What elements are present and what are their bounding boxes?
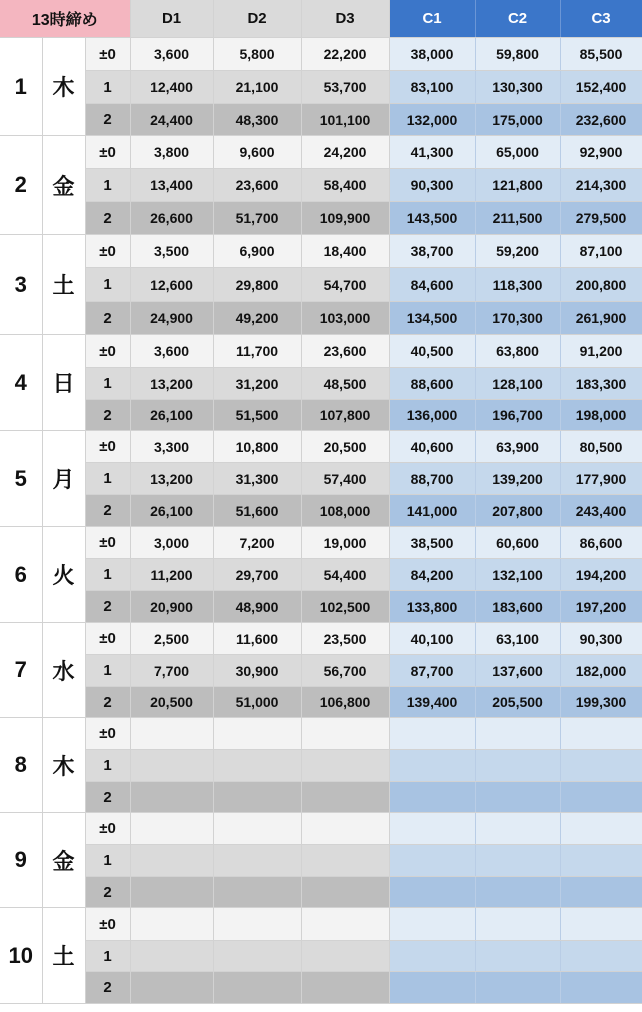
value-cell: 59,200 xyxy=(475,235,560,268)
value-cell: 84,600 xyxy=(389,268,475,302)
value-cell: 132,000 xyxy=(389,104,475,136)
value-cell: 243,400 xyxy=(560,495,642,527)
weekday: 水 xyxy=(42,623,85,718)
level-label: 2 xyxy=(85,400,130,431)
value-cell: 92,900 xyxy=(560,136,642,169)
table-row xyxy=(0,908,642,941)
value-cell xyxy=(475,972,560,1004)
table-row xyxy=(0,559,642,591)
value-cell: 107,800 xyxy=(301,400,389,431)
value-cell: 23,600 xyxy=(213,169,301,202)
value-cell: 26,100 xyxy=(130,400,213,431)
value-cell: 48,900 xyxy=(213,591,301,623)
table-row xyxy=(0,845,642,877)
value-cell: 54,700 xyxy=(301,268,389,302)
value-cell: 26,100 xyxy=(130,495,213,527)
value-cell: 51,500 xyxy=(213,400,301,431)
table-row xyxy=(0,268,642,302)
value-cell: 7,700 xyxy=(130,655,213,687)
value-cell: 84,200 xyxy=(389,559,475,591)
value-cell xyxy=(475,908,560,941)
value-cell: 103,000 xyxy=(301,302,389,335)
day-number: 5 xyxy=(0,431,42,527)
value-cell: 49,200 xyxy=(213,302,301,335)
value-cell: 13,200 xyxy=(130,368,213,400)
value-cell xyxy=(560,782,642,813)
value-cell xyxy=(560,813,642,845)
value-cell: 23,600 xyxy=(301,335,389,368)
table-row xyxy=(0,368,642,400)
value-cell: 214,300 xyxy=(560,169,642,202)
value-cell xyxy=(213,908,301,941)
table-row xyxy=(0,877,642,908)
value-cell: 2,500 xyxy=(130,623,213,655)
value-cell: 139,200 xyxy=(475,463,560,495)
value-cell: 59,800 xyxy=(475,38,560,71)
value-cell: 54,400 xyxy=(301,559,389,591)
value-cell: 51,600 xyxy=(213,495,301,527)
table-row xyxy=(0,235,642,268)
weekday: 土 xyxy=(42,908,85,1004)
value-cell: 130,300 xyxy=(475,71,560,104)
value-cell: 11,700 xyxy=(213,335,301,368)
value-cell: 56,700 xyxy=(301,655,389,687)
table-row xyxy=(0,431,642,463)
value-cell: 48,300 xyxy=(213,104,301,136)
level-label: 2 xyxy=(85,972,130,1004)
value-cell xyxy=(130,845,213,877)
value-cell: 29,700 xyxy=(213,559,301,591)
level-label: ±0 xyxy=(85,527,130,559)
value-cell: 200,800 xyxy=(560,268,642,302)
value-cell: 26,600 xyxy=(130,202,213,235)
value-cell: 102,500 xyxy=(301,591,389,623)
level-label: 2 xyxy=(85,302,130,335)
value-cell: 10,800 xyxy=(213,431,301,463)
value-cell: 12,400 xyxy=(130,71,213,104)
value-cell: 53,700 xyxy=(301,71,389,104)
value-cell: 232,600 xyxy=(560,104,642,136)
weekday: 火 xyxy=(42,527,85,623)
value-cell xyxy=(130,877,213,908)
level-label: 1 xyxy=(85,941,130,972)
value-cell: 63,100 xyxy=(475,623,560,655)
value-cell xyxy=(213,782,301,813)
level-label: ±0 xyxy=(85,136,130,169)
table-row xyxy=(0,202,642,235)
column-header: C2 xyxy=(475,0,560,38)
table-row xyxy=(0,655,642,687)
value-cell: 85,500 xyxy=(560,38,642,71)
table-row xyxy=(0,591,642,623)
level-label: ±0 xyxy=(85,38,130,71)
value-cell: 183,600 xyxy=(475,591,560,623)
value-cell: 199,300 xyxy=(560,687,642,718)
table-row xyxy=(0,38,642,71)
value-cell: 23,500 xyxy=(301,623,389,655)
level-label: 1 xyxy=(85,268,130,302)
value-cell xyxy=(213,877,301,908)
value-cell: 51,000 xyxy=(213,687,301,718)
value-cell: 3,000 xyxy=(130,527,213,559)
value-cell: 21,100 xyxy=(213,71,301,104)
value-cell xyxy=(130,908,213,941)
value-cell: 24,400 xyxy=(130,104,213,136)
value-cell: 152,400 xyxy=(560,71,642,104)
table-row xyxy=(0,813,642,845)
value-cell: 3,600 xyxy=(130,38,213,71)
value-cell: 87,100 xyxy=(560,235,642,268)
value-cell xyxy=(475,782,560,813)
value-cell: 196,700 xyxy=(475,400,560,431)
table-row xyxy=(0,782,642,813)
value-cell: 3,500 xyxy=(130,235,213,268)
value-cell: 86,600 xyxy=(560,527,642,559)
value-cell: 109,900 xyxy=(301,202,389,235)
value-cell xyxy=(475,877,560,908)
value-cell: 19,000 xyxy=(301,527,389,559)
day-number: 1 xyxy=(0,38,42,136)
value-cell xyxy=(301,718,389,750)
value-cell: 63,900 xyxy=(475,431,560,463)
table-row xyxy=(0,169,642,202)
value-cell: 6,900 xyxy=(213,235,301,268)
level-label: ±0 xyxy=(85,235,130,268)
value-cell: 29,800 xyxy=(213,268,301,302)
value-cell xyxy=(130,813,213,845)
value-cell: 279,500 xyxy=(560,202,642,235)
level-label: 1 xyxy=(85,559,130,591)
value-cell xyxy=(389,782,475,813)
value-cell: 20,500 xyxy=(130,687,213,718)
level-label: 1 xyxy=(85,845,130,877)
level-label: 1 xyxy=(85,71,130,104)
value-cell: 170,300 xyxy=(475,302,560,335)
table-row xyxy=(0,972,642,1004)
value-cell: 40,500 xyxy=(389,335,475,368)
value-cell: 38,700 xyxy=(389,235,475,268)
day-number: 3 xyxy=(0,235,42,335)
value-cell: 60,600 xyxy=(475,527,560,559)
value-cell: 58,400 xyxy=(301,169,389,202)
value-cell xyxy=(475,718,560,750)
level-label: ±0 xyxy=(85,813,130,845)
level-label: 1 xyxy=(85,368,130,400)
table-row xyxy=(0,750,642,782)
value-cell: 108,000 xyxy=(301,495,389,527)
level-label: ±0 xyxy=(85,908,130,941)
value-cell: 197,200 xyxy=(560,591,642,623)
value-cell xyxy=(301,813,389,845)
value-cell: 118,300 xyxy=(475,268,560,302)
table-row xyxy=(0,527,642,559)
value-cell xyxy=(301,877,389,908)
table-row xyxy=(0,463,642,495)
value-cell xyxy=(389,908,475,941)
value-cell: 40,100 xyxy=(389,623,475,655)
table-row xyxy=(0,687,642,718)
column-header: C1 xyxy=(389,0,475,38)
level-label: 1 xyxy=(85,169,130,202)
value-cell: 13,400 xyxy=(130,169,213,202)
value-cell: 5,800 xyxy=(213,38,301,71)
value-cell: 11,600 xyxy=(213,623,301,655)
value-cell: 18,400 xyxy=(301,235,389,268)
value-cell: 121,800 xyxy=(475,169,560,202)
value-cell: 261,900 xyxy=(560,302,642,335)
level-label: 2 xyxy=(85,782,130,813)
value-cell xyxy=(301,750,389,782)
day-number: 10 xyxy=(0,908,42,1004)
table-row xyxy=(0,495,642,527)
value-cell: 3,600 xyxy=(130,335,213,368)
weekday: 日 xyxy=(42,335,85,431)
value-cell xyxy=(389,941,475,972)
value-cell: 20,500 xyxy=(301,431,389,463)
value-cell xyxy=(213,718,301,750)
table-title: 13時締め xyxy=(0,0,130,38)
table-row xyxy=(0,104,642,136)
level-label: ±0 xyxy=(85,718,130,750)
value-cell: 133,800 xyxy=(389,591,475,623)
day-number: 7 xyxy=(0,623,42,718)
level-label: ±0 xyxy=(85,431,130,463)
level-label: ±0 xyxy=(85,335,130,368)
value-cell: 182,000 xyxy=(560,655,642,687)
value-cell xyxy=(213,813,301,845)
value-cell xyxy=(560,972,642,1004)
value-cell: 128,100 xyxy=(475,368,560,400)
day-number: 2 xyxy=(0,136,42,235)
value-cell xyxy=(560,845,642,877)
value-cell: 183,300 xyxy=(560,368,642,400)
level-label: 1 xyxy=(85,750,130,782)
value-cell xyxy=(130,750,213,782)
value-cell xyxy=(475,845,560,877)
weekday: 金 xyxy=(42,813,85,908)
level-label: 2 xyxy=(85,877,130,908)
table-row xyxy=(0,623,642,655)
weekday: 木 xyxy=(42,718,85,813)
level-label: 2 xyxy=(85,495,130,527)
value-cell xyxy=(560,877,642,908)
value-cell xyxy=(389,972,475,1004)
value-cell: 41,300 xyxy=(389,136,475,169)
value-cell xyxy=(475,813,560,845)
value-cell xyxy=(301,941,389,972)
value-cell: 63,800 xyxy=(475,335,560,368)
value-cell xyxy=(389,845,475,877)
value-cell: 31,300 xyxy=(213,463,301,495)
value-cell: 48,500 xyxy=(301,368,389,400)
value-cell xyxy=(389,718,475,750)
value-cell xyxy=(389,877,475,908)
value-cell xyxy=(130,782,213,813)
value-cell: 3,300 xyxy=(130,431,213,463)
value-cell: 9,600 xyxy=(213,136,301,169)
table-row xyxy=(0,718,642,750)
day-number: 8 xyxy=(0,718,42,813)
value-cell: 205,500 xyxy=(475,687,560,718)
value-cell: 90,300 xyxy=(389,169,475,202)
level-label: 2 xyxy=(85,202,130,235)
day-number: 6 xyxy=(0,527,42,623)
value-cell: 40,600 xyxy=(389,431,475,463)
value-cell: 30,900 xyxy=(213,655,301,687)
header-row xyxy=(0,0,642,38)
value-cell: 132,100 xyxy=(475,559,560,591)
value-cell: 22,200 xyxy=(301,38,389,71)
day-number: 4 xyxy=(0,335,42,431)
weekday: 金 xyxy=(42,136,85,235)
value-cell xyxy=(475,941,560,972)
value-cell: 57,400 xyxy=(301,463,389,495)
value-cell: 12,600 xyxy=(130,268,213,302)
value-cell: 38,500 xyxy=(389,527,475,559)
value-cell xyxy=(389,750,475,782)
value-cell: 194,200 xyxy=(560,559,642,591)
value-cell: 106,800 xyxy=(301,687,389,718)
value-cell: 87,700 xyxy=(389,655,475,687)
value-cell: 137,600 xyxy=(475,655,560,687)
level-label: 2 xyxy=(85,687,130,718)
table-row xyxy=(0,335,642,368)
value-cell xyxy=(475,750,560,782)
value-cell: 13,200 xyxy=(130,463,213,495)
value-cell xyxy=(213,941,301,972)
value-cell: 38,000 xyxy=(389,38,475,71)
value-cell: 24,200 xyxy=(301,136,389,169)
value-cell: 31,200 xyxy=(213,368,301,400)
value-cell xyxy=(213,845,301,877)
value-cell: 20,900 xyxy=(130,591,213,623)
value-cell xyxy=(301,972,389,1004)
value-cell: 101,100 xyxy=(301,104,389,136)
column-header: C3 xyxy=(560,0,642,38)
value-cell xyxy=(389,813,475,845)
value-cell: 211,500 xyxy=(475,202,560,235)
value-cell xyxy=(301,908,389,941)
value-cell: 88,700 xyxy=(389,463,475,495)
level-label: 1 xyxy=(85,655,130,687)
value-cell: 143,500 xyxy=(389,202,475,235)
value-cell: 139,400 xyxy=(389,687,475,718)
level-label: 2 xyxy=(85,104,130,136)
value-cell: 198,000 xyxy=(560,400,642,431)
value-cell: 80,500 xyxy=(560,431,642,463)
value-cell: 88,600 xyxy=(389,368,475,400)
table-row xyxy=(0,400,642,431)
value-cell: 7,200 xyxy=(213,527,301,559)
value-cell: 90,300 xyxy=(560,623,642,655)
value-cell: 83,100 xyxy=(389,71,475,104)
value-cell xyxy=(560,750,642,782)
value-cell xyxy=(213,972,301,1004)
value-cell: 11,200 xyxy=(130,559,213,591)
value-cell: 65,000 xyxy=(475,136,560,169)
value-cell: 3,800 xyxy=(130,136,213,169)
table-row xyxy=(0,71,642,104)
table-row xyxy=(0,136,642,169)
value-cell xyxy=(130,941,213,972)
column-header: D3 xyxy=(301,0,389,38)
level-label: 2 xyxy=(85,591,130,623)
level-label: ±0 xyxy=(85,623,130,655)
value-cell xyxy=(130,972,213,1004)
table-row xyxy=(0,941,642,972)
value-cell: 207,800 xyxy=(475,495,560,527)
value-cell: 24,900 xyxy=(130,302,213,335)
value-cell: 177,900 xyxy=(560,463,642,495)
value-cell: 175,000 xyxy=(475,104,560,136)
value-cell: 134,500 xyxy=(389,302,475,335)
value-cell: 136,000 xyxy=(389,400,475,431)
value-cell xyxy=(130,718,213,750)
column-header: D1 xyxy=(130,0,213,38)
weekday: 木 xyxy=(42,38,85,136)
value-cell xyxy=(213,750,301,782)
value-cell xyxy=(301,782,389,813)
value-cell: 51,700 xyxy=(213,202,301,235)
value-cell xyxy=(560,718,642,750)
table-row xyxy=(0,302,642,335)
weekday: 土 xyxy=(42,235,85,335)
level-label: 1 xyxy=(85,463,130,495)
value-cell xyxy=(560,941,642,972)
weekday: 月 xyxy=(42,431,85,527)
value-cell: 91,200 xyxy=(560,335,642,368)
column-header: D2 xyxy=(213,0,301,38)
value-cell xyxy=(560,908,642,941)
value-cell xyxy=(301,845,389,877)
day-number: 9 xyxy=(0,813,42,908)
value-cell: 141,000 xyxy=(389,495,475,527)
